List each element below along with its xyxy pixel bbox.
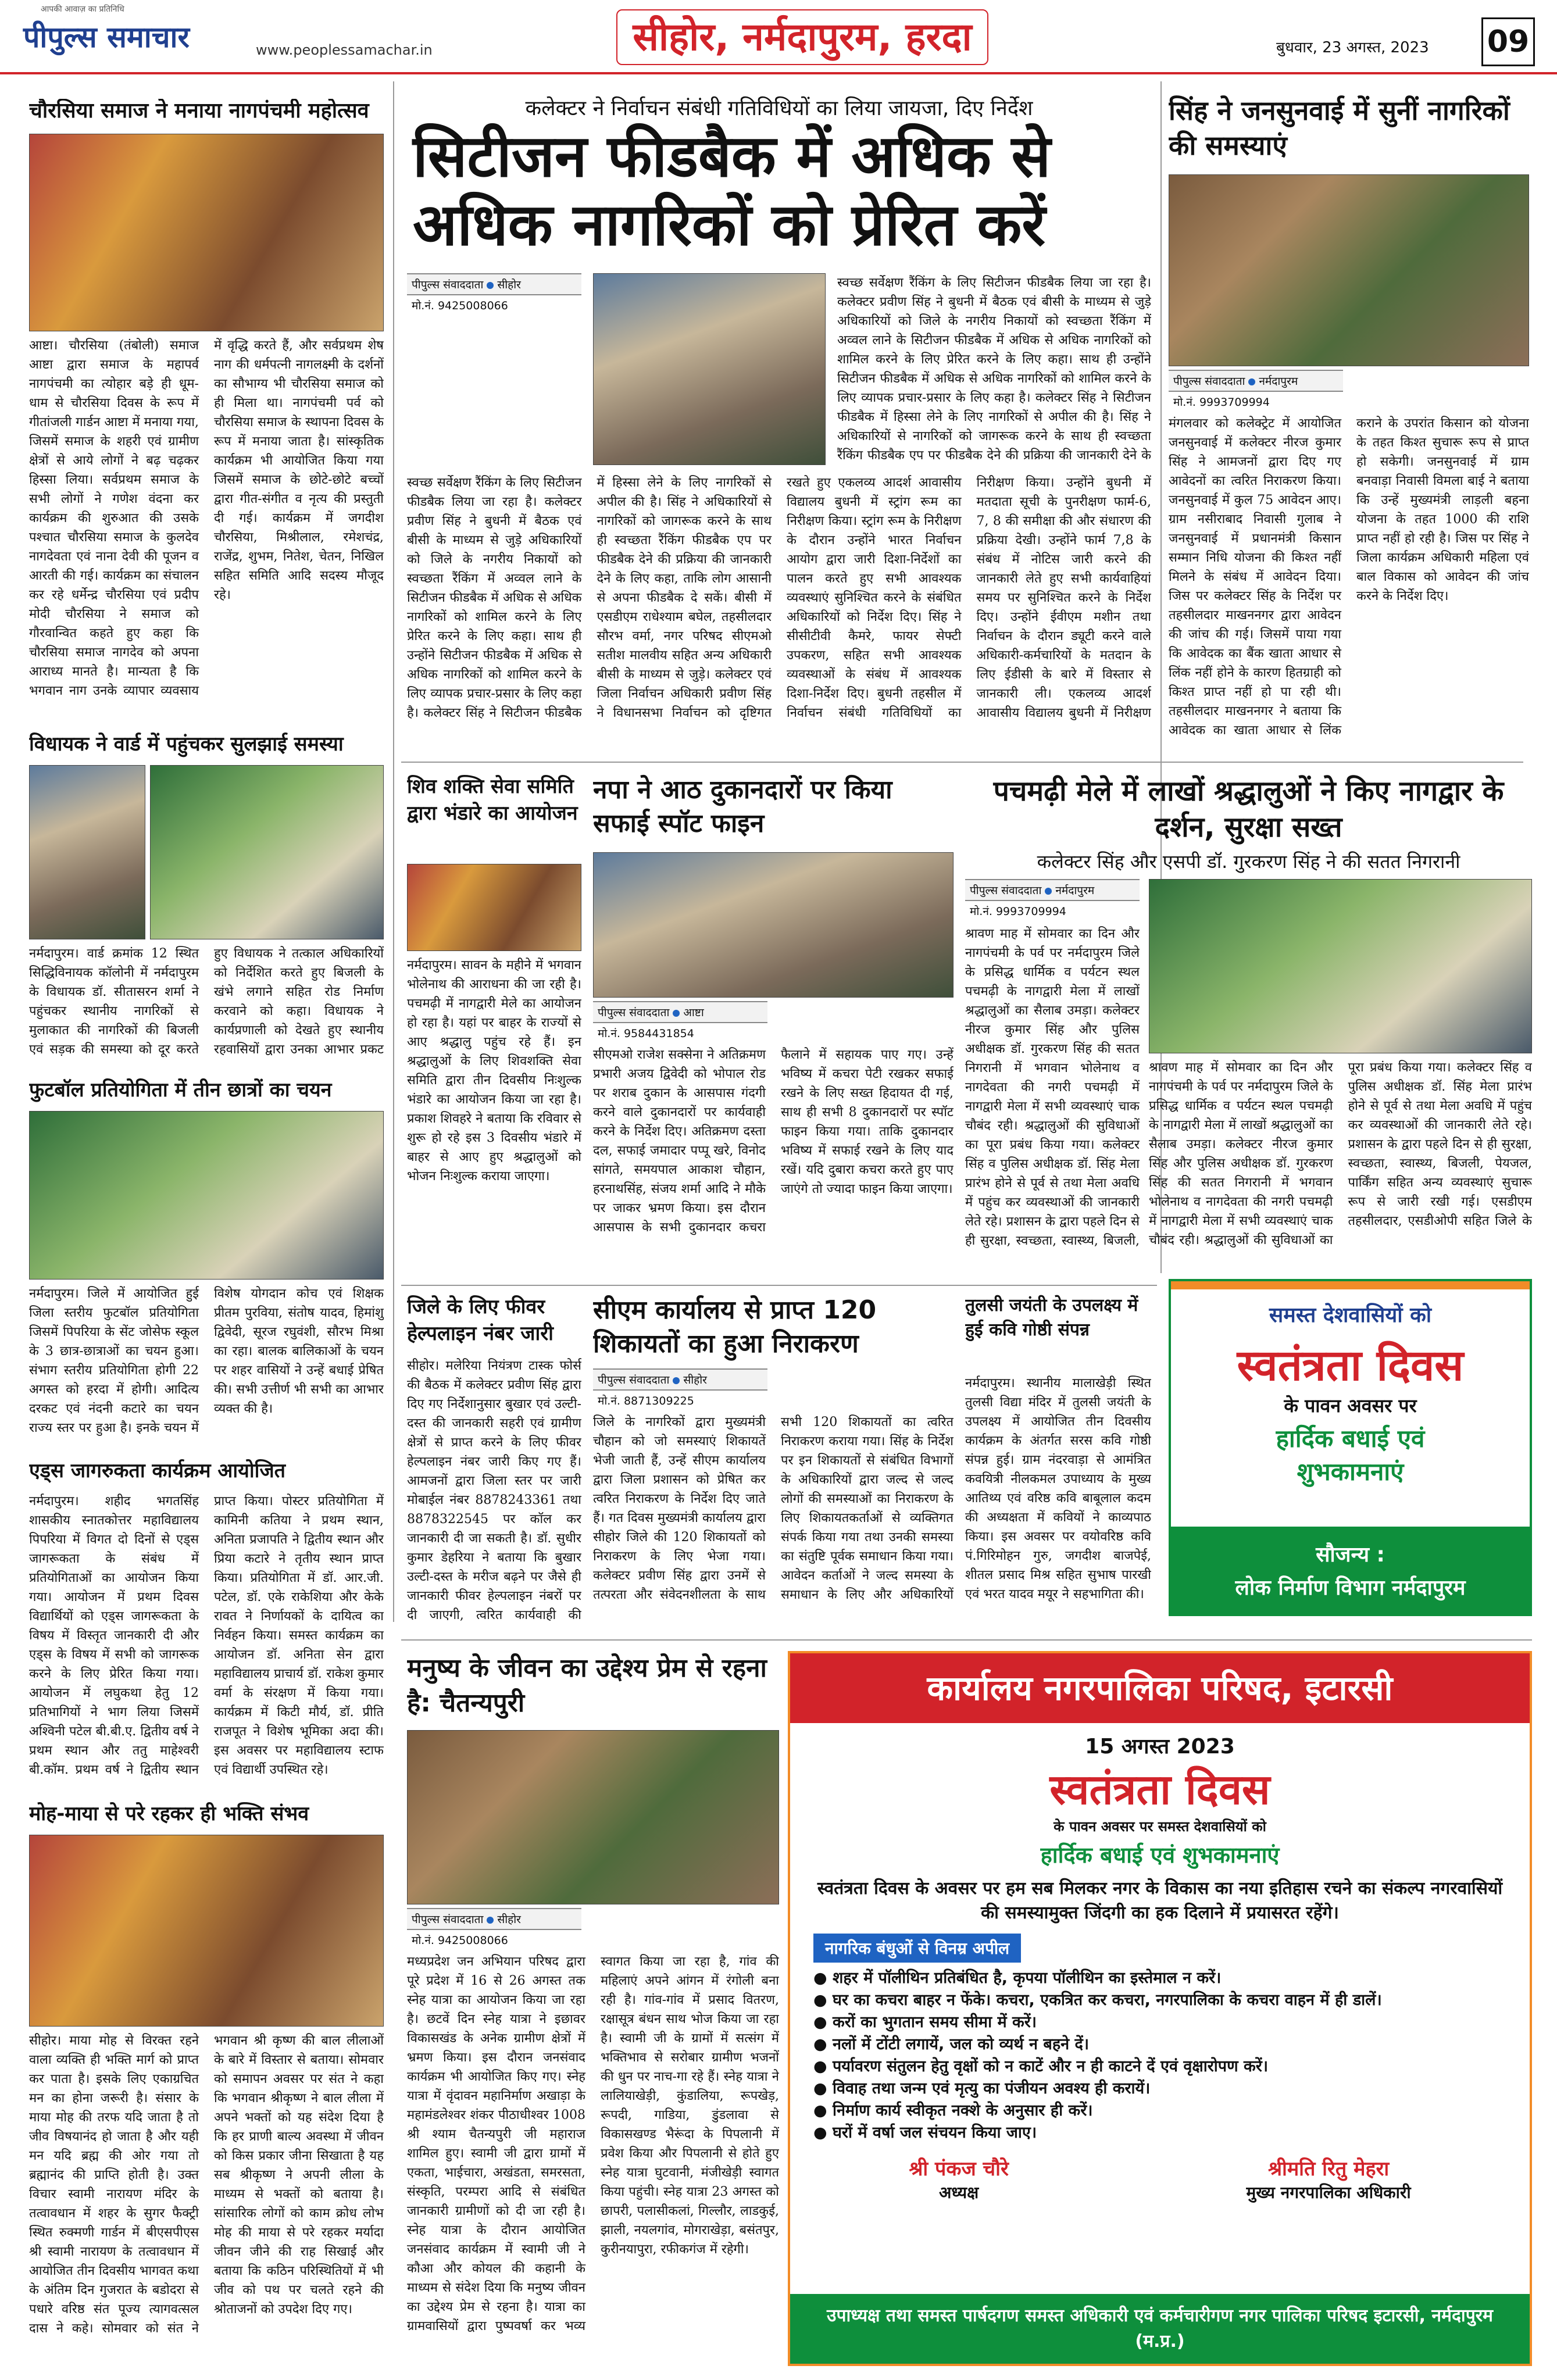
masthead: [0, 0, 1557, 74]
article-body: मध्यप्रदेश जन अभियान परिषद द्वारा पूरे प्रदेश में 16 से 26 अगस्त तक स्नेह यात्रा का आयोजन किया जा रहा है। छटवें दिन स्नेह यात्रा ने इछावर विकासखंड के अनेक ग्रामीण क्षेत्रों में भ्रमण किया। इस दौरान जनसंवाद कार्यक्रम भी आयोजित किए गए। स्नेह यात्रा में वृंदावन महानिर्माण अखाड़ा के महामंडलेश्वर शंकर पीठाधीश्वर 1008 श्री श्याम चैतन्यपुरी जी महाराज शामिल हुए। स्वामी जी द्वारा ग्रामों में एकता, भाईचारा, अखंडता, समरसता, संस्कृति, परम्परा आदि से संबंधित जानकारी ग्रामीणों को दी जा रही है। स्नेह यात्रा के दौरान आयोजित जनसंवाद कार्यक्रम में स्वामी जी ने कौआ और कोयल की कहानी के माध्यम से संदेश दिया कि मनुष्य जीवन का उद्देश्य प्रेम से रहना है। यात्रा का ग्रामवासियों द्वारा पुष्पवर्षा कर भव्य स्वागत किया जा रहा है, गांव की महिलाएं अपने आंगन में रंगोली बना रही है। गांव-गांव में प्रसाद वितरण, रक्षासूत्र बंधन साथ भोज किया जा रहा है। स्वामी जी के ग्रामों में सत्संग में भक्तिभाव से सरोबार ग्रामीण भजनों की धुन पर नाच-गा रहे हैं। स्नेह यात्रा ने लालियाखेड़ी, कुंडालिया, रूपखेड़, रूपदी, गाडिया, डुंडलावा से विकासखण्ड भैरूंदा के पिपलानी में प्रवेश किया और पिपलानी से होते हुए स्नेह यात्रा घुटवानी, मंजीखेड़ी स्वागत किया पहुंची। स्नेह यात्रा 23 अगस्त को छापरी, पलासीकलां, गिल्लौर, लाडकुई, झाली, नयलगांव, मोगराखेड़ा, बसंतपुर, कुरीनयापुरा, रफीकगंज में रहेगी।: [407, 1954, 779, 2333]
headline: मोह-माया से परे रहकर ही भक्ति संभव: [29, 1802, 309, 1825]
story-pachmarhi: [965, 773, 1532, 1273]
photo: [407, 864, 581, 951]
headline: सिंह ने जनसुनवाई में सुनीं नागरिकों की समस्याएं: [1169, 95, 1510, 161]
photo: [593, 852, 954, 998]
photo: [29, 1111, 384, 1280]
appeal-item: ● निर्माण कार्य स्वीकृत नक्शे के अनुसार ही करें।: [813, 2102, 1093, 2120]
ad-sponsor: [1171, 1527, 1530, 1614]
photo: [407, 1730, 779, 1904]
headline: विधायक ने वार्ड में पहुंचकर सुलझाई समस्या: [29, 732, 344, 756]
ad-date: 15 अगस्त 2023: [1085, 1735, 1235, 1759]
region-title: सीहोर, नर्मदापुरम, हरदा: [616, 9, 988, 65]
website-url[interactable]: www.peoplessamachar.in: [256, 42, 433, 58]
headline: नपा ने आठ दुकानदारों पर किया सफाई स्पॉट फाइन: [593, 775, 892, 838]
signatory-cmo: [1247, 2154, 1411, 2203]
mobile-number: मो.नं. 9584431854: [598, 1027, 694, 1040]
appeal-item: ● घर का कचरा बाहर न फेंके। कचरा, एकत्रित कर कचरा, नगरपालिका के कचरा वाहन में ही डालें।: [813, 1991, 1382, 2009]
photo: [29, 765, 145, 939]
logo: [23, 16, 190, 56]
article-body: नर्मदापुरम। स्थानीय मालाखेड़ी स्थित तुलसी विद्या मंदिर में तुलसी जयंती के उपलक्ष्य में आयोजित तीन दिवसीय कार्यक्रम के अंतर्गत सरस कवि गोष्ठी संपन्न हुई। ग्राम नंदरवाड़ा से आमंत्रित कवयित्री नीलकमल उपाध्याय के मुख्य आतिथ्य एवं वरिष्ठ कवि बाबूलाल कदम की अध्यक्षता में कवियों ने काव्यपाठ किया। इस अवसर पर वयोवरिष्ठ कवि पं.गिरिमोहन गुरु, जगदीश बाजपेई, शीतल प्रसाद मिश्र सहित सुभाष पारखी एवं भरत यादव मयूर ने सहभागिता की।: [965, 1376, 1151, 1602]
logo-tagline: आपकी आवाज़ का प्रतिनिधि: [41, 5, 124, 14]
photo: [1169, 174, 1529, 366]
appeal-item: ● शहर में पॉलीथिन प्रतिबंधित है, कृपया पॉलीथिन का इस्तेमाल न करें।: [813, 1969, 1222, 1987]
article-body: मंगलवार को कलेक्ट्रेट में आयोजित जनसुनवाई में कलेक्टर नीरज कुमार सिंह ने आमजनों द्वारा दिए गए आवेदनों का त्वरित निराकरण किया। जनसुनवाई में कुल 75 आवेदन आए। ग्राम नसीराबाद निवासी गुलाब ने जनसुनवाई में प्रधानमंत्री किसान सम्मान निधि योजना की किश्त नहीं मिलने के संबंध में आवेदन दिया। जिस पर कलेक्टर सिंह के निर्देश पर तहसीलदार माखननगर द्वारा आवेदन की जांच की गई। जिसमें पाया गया कि आवेदक का बैंक खाता आधार से लिंक नहीं होने के कारण हितग्राही को किश्त प्राप्त नहीं हो पा रही थी। तहसीलदार माखननगर ने बताया कि आवेदक का खाता आधार से लिंक कराने के उपरांत किसान को योजना के तहत किश्त सुचारू रूप से प्राप्त हो सकेगी। जनसुनवाई में ग्राम बनवाड़ा निवासी विमला बाई ने बताया कि उन्हें मुख्यमंत्री लाड़ली बहना योजना के तहत 1000 की राशि प्राप्त नहीं हो रही है। जिस पर सिंह ने जिला कार्यक्रम अधिकारी महिला एवं बाल विकास को आवेदन की जांच करने के निर्देश दिए।: [1169, 416, 1529, 738]
headline: जिले के लिए फीवर हेल्पलाइन नंबर जारी: [407, 1295, 553, 1345]
headline: पचमढ़ी मेले में लाखों श्रद्धालुओं ने किए नागद्वार के दर्शन, सुरक्षा सख्त: [993, 775, 1504, 844]
issue-date: बुधवार, 23 अगस्त, 2023: [1276, 39, 1429, 56]
story-public-hearing: [1169, 93, 1529, 756]
story-cm-office: [593, 1293, 954, 1631]
subheadline: कलेक्टर सिंह और एसपी डॉ. गुरकरण सिंह ने की सतत निगरानी: [1037, 850, 1460, 873]
page-number: 09: [1481, 17, 1535, 66]
article-body: स्वच्छ सर्वेक्षण रैंकिंग के लिए सिटीजन फीडबैक लिया जा रहा है। कलेक्टर प्रवीण सिंह ने बुधनी में बैठक एवं बीसी के माध्यम से जुड़े अधिकारियों को जिले के नगरीय निकायों को स्वच्छता रैंकिंग में अव्वल लाने के सिटीजन फीडबैक में अधिक से अधिक नागरिकों को शामिल करने के लिए प्रेरित करने के लिए कहा। साथ ही उन्होंने सिटीजन फीडबैक में अधिक से अधिक नागरिकों को शामिल करने के लिए व्यापक प्रचार-प्रसार के लिए कहा है। कलेक्टर सिंह ने सिटीजन फीडबैक में हिस्सा लेने के लिए नागरिकों से अपील की है। सिंह ने अधिकारियों से नागरिकों को जागरूक करने के साथ ही स्वच्छता रैंकिंग फीडबैक एप पर फीडबैक देने की प्रक्रिया की जानकारी देने के लिए कहा, ताकि लोग आसानी से अपना फीडबैक दे सकें। बीसी में एसडीएम राधेश्याम बघेल, तहसीलदार सौरभ वर्मा, नगर परिषद सीएमओ सतीश मालवीय सहित अन्य अधिकारी बीसी के माध्यम से जुड़े। कलेक्टर एवं जिला निर्वाचन अधिकारी प्रवीण सिंह ने विधानसभा निर्वाचन को दृष्टिगत रखते हुए एकलव्य आदर्श आवासीय विद्यालय बुधनी में स्ट्रांग रूम का निरीक्षण किया। स्ट्रांग रूम के निरीक्षण के दौरान उन्होंने भारत निर्वाचन आयोग द्वारा जारी दिशा-निर्देशों का पालन करते हुए सभी आवश्यक व्यवस्थाएं सुनिश्चित करने के संबंधित अधिकारियों को निर्देश दिए। सिंह ने सीसीटीवी कैमरे, फायर सेफ्टी उपकरण, सहित सभी आवश्यक व्यवस्थाओं के संबंध में आवश्यक दिशा-निर्देश दिए। बुधनी तहसील में निर्वाचन संबंधी गतिविधियों का निरीक्षण किया। उन्होंने बुधनी में मतदाता सूची के पुनरीक्षण फार्म-6, 7, 8 की समीक्षा की और संधारण की प्रक्रिया देखी। उन्होंने फार्म 7,8 के संबंध में नोटिस जारी करने की जानकारी लेते हुए सभी कार्यवाहियां समय पर सुनिश्चित करने के निर्देश दिए। उन्होंने ईवीएम मशीन तथा निर्वाचन के दौरान ड्यूटी करने वाले अधिकारी-कर्मचारियों के मतदान के लिए ईडीसी के बारे में विस्तार से जानकारी ली। एकलव्य आदर्श आवासीय विद्यालय बुधनी में निरीक्षण: [407, 476, 1151, 720]
appeal-list: [813, 1967, 1506, 2144]
logo-text: पीपुल्स समाचार: [23, 20, 190, 54]
appeal-title: नागरिक बंधुओं से विनम्र अपील: [813, 1934, 1021, 1963]
ad-message: स्वतंत्रता दिवस के अवसर पर हम सब मिलकर नगर के विकास का नया इतिहास रचने का संकल्प नगरवासियों की समस्यामुक्त जिंदगी का हक दिलाने में प्रयासरत रहेंगे।: [817, 1878, 1503, 1923]
ad-title: स्वतंत्रता दिवस: [1049, 1765, 1270, 1814]
ad-title: स्वतंत्रता दिवस: [1237, 1341, 1464, 1391]
sponsor-name: लोक निर्माण विभाग नर्मदापुरम: [1235, 1576, 1466, 1600]
byline: पीपुल्स संवाददाता आष्टा: [593, 1001, 767, 1023]
ad-sub2: हार्दिक बधाई एवं शुभकामनाएं: [1040, 1842, 1280, 1868]
mobile-number: मो.नं. 9993709994: [1173, 396, 1270, 409]
headline: मनुष्य के जीवन का उद्देश्य प्रेम से रहना है: चैतन्यपुरी: [407, 1653, 767, 1718]
ad-pwd-independence-day: [1169, 1279, 1532, 1616]
byline: पीपुल्स संवाददाता सीहोर: [407, 273, 581, 295]
article-body: नर्मदापुरम। वार्ड क्रमांक 12 स्थित सिद्धिविनायक कॉलोनी में नर्मदापुरम के विधायक डॉ. सीतासरन शर्मा ने पहुंचकर स्थानीय नागरिकों से मुलाकात की नागरिकों की बिजली एवं सड़क की समस्या को दूर करते हुए विधायक ने तत्काल अधिकारियों को निर्देशित करते हुए बिजली के खंभे लगाने सहित रोड निर्माण करवाने को कहा। विधायक ने कार्यप्रणाली को देखते हुए स्थानीय रहवासियों द्वारा उनका आभार प्रकट: [29, 946, 384, 1057]
headline: तुलसी जयंती के उपलक्ष्य में हुई कवि गोष्ठी संपन्न: [965, 1295, 1138, 1340]
sponsor-label: सौजन्य :: [1316, 1543, 1385, 1567]
signatory-role: मुख्य नगरपालिका अधिकारी: [1246, 2183, 1411, 2202]
signatory-chairman: [909, 2154, 1009, 2203]
byline: पीपुल्स संवाददाता नर्मदापुरम: [1169, 370, 1343, 392]
mobile-number: मो.नं. 8871309225: [598, 1395, 694, 1407]
signatory-name: श्री पंकज चौरे: [909, 2157, 1009, 2181]
appeal-item: ● नलों में टोंटी लगायें, जल को व्यर्थ न बहने दें।: [813, 2035, 1090, 2053]
article-body: सीएमओ राजेश सक्सेना ने अतिक्रमण प्रभारी अजय द्विवेदी को भोपाल रोड पर शराब दुकान के आसपास गंदगी करने वाले दुकानदारों पर कार्यवाही करने के निर्देश दिए। अतिक्रमण दस्ता दल, सफाई जमादार पप्पू खरे, विनोद सांगते, समयपाल आकाश चौहान, हरनाथसिंह, संजय शर्मा आदि ने मौके पर जाकर भ्रमण किया। इस दौरान आसपास के सभी दुकानदार कचरा फैलाने में सहायक पाए गए। उन्हें भविष्य में कचरा पेटी रखकर सफाई रखने के लिए सख्त हिदायत दी गई, साथ ही सभी 8 दुकानदारों पर स्पॉट फाइन किया गया। ताकि दुकानदार भविष्य में सफाई रखने के लिए याद रखें। यदि दुबारा कचरा करते हुए पाए जाएंगे तो ज्यादा फाइन किया जाएगा।: [593, 1048, 954, 1235]
headline: एड्स जागरुकता कार्यक्रम आयोजित: [29, 1459, 286, 1482]
ad-line4: शुभकामनाएं: [1297, 1457, 1404, 1486]
article-body: सीहोर। मलेरिया नियंत्रण टास्क फोर्स की बैठक में कलेक्टर प्रवीण सिंह द्वारा दिए गए निर्देशानुसार बुखार एवं उल्टी-दस्त की जानकारी सहरी एवं ग्रामीण क्षेत्रों से प्राप्त करने के लिए फीवर हेल्पलाइन नंबर जारी किए गए हैं। आमजनों द्वारा जिला स्तर पर जारी मोबाईल नंबर 8878243361 तथा 8878322545 पर कॉल कर जानकारी दी जा सकती है। डॉ. सुधीर कुमार डेहरिया ने बताया कि बुखार उल्टी-दस्त के मरीज बढ़ने पर जैसे ही जानकारी फीवर हेल्पलाइन नंबरों पर दी जाएगी, त्वरित कार्यवाही की: [407, 1359, 581, 1623]
headline: फुटबॉल प्रतियोगिता में तीन छात्रों का चयन: [29, 1078, 332, 1102]
ad-itarsi-municipality: [788, 1651, 1532, 2366]
photo: [593, 273, 826, 465]
headline: चौरसिया समाज ने मनाया नागपंचमी महोत्सव: [29, 99, 369, 123]
signatory-name: श्रीमति रितु मेहरा: [1267, 2157, 1390, 2181]
byline: पीपुल्स संवाददाता सीहोर: [407, 1908, 581, 1930]
ad-line1: समस्त देशवासियों को: [1269, 1303, 1432, 1327]
ad-line3: हार्दिक बधाई एवं: [1276, 1424, 1425, 1453]
story-spot-fine: [593, 773, 954, 1273]
story-devotion: [29, 1802, 384, 2366]
ad-header: कार्यालय नगरपालिका परिषद, इटारसी: [790, 1653, 1530, 1723]
appeal-item: ● विवाह तथा जन्म एवं मृत्यु का पंजीयन अवश्य ही करायें।: [813, 2079, 1151, 2097]
photo: [150, 765, 384, 939]
story-football: [29, 1078, 384, 1439]
article-body: सीहोर। माया मोह से विरक्त रहने वाला व्यक्ति ही भक्ति मार्ग को प्राप्त कर पाता है। इसके लिए एकाग्रचित मन का होना जरूरी है। संसार के माया मोह की तरफ यदि जाता है तो जीव विषयानंद हो जाता है और यही मन यदि ब्रह्म की ओर गया तो ब्रह्मानंद की प्राप्ति होती है। उक्त विचार स्वामी नारायण मंदिर के तत्वावधान में शहर के सुगर फैक्ट्री स्थित रुक्मणी गार्डन में बीएसपीएस श्री स्वामी नारायण के तत्वावधान में आयोजित तीन दिवसीय भागवत कथा के अंतिम दिन गुजरात के बडोदरा से पधारे वरिष्ठ संत पूज्य त्यागवत्सल दास ने कहे। सोमवार को संत ने भगवान श्री कृष्ण की बाल लीलाओं के बारे में विस्तार से बताया। सोमवार को समापन अवसर पर संत ने कहा कि भगवान श्रीकृष्ण ने बाल लीला में अपने भक्तों को यह संदेश दिया है कि हर प्राणी बाल्य अवस्था में जीवन को किस प्रकार जीना सिखाता है यह सब श्रीकृष्ण ने अपनी लीला के माध्यम से भक्तों को बताया है। सांसारिक लोगों को काम क्रोध लोभ मोह की माया से परे रहकर मर्यादा जीवन जीने की राह सिखाई और बताया कि कठिन परिस्थितियों में भी जीव को पथ पर चलते रहने की श्रोताजनों को उपदेश दिए गए।: [29, 2034, 384, 2336]
photo: [1149, 879, 1532, 1053]
ad-sub1: के पावन अवसर पर समस्त देशवासियों को: [1054, 1818, 1266, 1835]
byline: पीपुल्स संवाददाता सीहोर: [593, 1368, 767, 1391]
flag-stripe: [1171, 1281, 1530, 1289]
story-mla: [29, 732, 384, 1064]
article-body: जिले के नागरिकों द्वारा मुख्यमंत्री चौहान को जो समस्याएं शिकायतें भेजी जाती हैं, उन्हें सीएम कार्यालय द्वारा जिला प्रशासन को प्रेषित कर त्वरित निराकरण के निर्देश दिए जाते हैं। गत दिवस मुख्यमंत्री कार्यालय द्वारा सीहोर जिले की 120 शिकायतों को निराकरण के लिए भेजा गया। कलेक्टर प्रवीण सिंह द्वारा उनमें से तत्परता और संवेदनशीलता के साथ सभी 120 शिकायतों का त्वरित निराकरण कराया गया। सिंह के निर्देश पर इन शिकायतों से संबंधित विभागों के अधिकारियों द्वारा जल्द से जल्द लोगों की समस्याओं का निराकरण के लिए शिकायतकर्ताओं से व्यक्तिगत संपर्क किया गया तथा उनकी समस्या का संतुष्टि पूर्वक समाधान किया गया। आवेदन कर्ताओं ने जल्द समस्या के समाधान के लिए और अधिकारियों: [593, 1415, 954, 1602]
story-tulsi-jayanti: [965, 1293, 1151, 1631]
photo: [29, 1835, 384, 2027]
photo: [29, 134, 384, 331]
appeal-item: ● घरों में वर्षा जल संचयन किया जाए।: [813, 2124, 1037, 2142]
horizontal-rule: [401, 1639, 1532, 1641]
appeal-item: ● पर्यावरण संतुलन हेतु वृक्षों को न काटें और न ही काटने दें एवं वृक्षारोपण करें।: [813, 2057, 1269, 2075]
article-body: श्रावण माह में सोमवार का दिन और नागपंचमी के पर्व पर नर्मदापुरम जिले के प्रसिद्ध धार्मिक व पर्यटन स्थल पचमढ़ी के नागद्वारी मेला में लाखों श्रद्धालुओं का सैलाब उमड़ा। कलेक्टर नीरज कुमार सिंह और पुलिस अधीक्षक डॉ. गुरकरण सिंह की सतत निगरानी में भगवान भोलेनाथ व नागदेवता की नगरी पचमढ़ी में नागद्वारी मेला में सभी व्यवस्थाएं चाक चौबंद रही। श्रद्धालुओं की सुविधाओं का पूरा प्रबंध किया गया। कलेक्टर सिंह व पुलिस अधीक्षक डॉ. सिंह मेला प्रारंभ होने से पूर्व से तथा मेला अवधि में पहुंच कर व्यवस्थाओं की जानकारी लेते रहे। प्रशासन के द्वारा पहले दिन से ही सुरक्षा, स्वच्छता, स्वास्थ्य, बिजली,: [965, 927, 1140, 1248]
ad-line2: के पावन अवसर पर: [1284, 1395, 1417, 1417]
story-bhandara: [407, 773, 581, 1273]
column-rule: [393, 81, 394, 1622]
article-body: आष्टा। चौरसिया (तंबोली) समाज आष्टा द्वारा समाज के महापर्व नागपंचमी का त्योहार बड़े ही धूम-धाम से चौरसिया दिवस के रूप में गीतांजली गार्डन आष्टा में मनाया गया, जिसमें समाज के शहरी एवं ग्रामीण क्षेत्रों से आये लोगों ने बढ़ चढ़कर हिस्सा लिया। सर्वप्रथम समाज के सभी लोगों ने गणेश वंदना कर कार्यक्रम की शुरुआत की उसके पश्चात चौरसिया समाज के कुलदेव नागदेवता एवं नाना देवी की पूजन व आरती की गई। कार्यक्रम का संचालन कर रहे धर्मेन्द्र चौरसिया एवं प्रदीप मोदी चौरसिया ने समाज को गौरवान्वित कहते हुए कहा कि चौरसिया समाज नागदेव को अपना आराध्य मानते है। मान्यता है कि भगवान नाग उनके व्यापार व्यवसाय में वृद्धि करते हैं, और सर्वप्रथम शेष नाग की धर्मपत्नी नागलक्ष्मी के दर्शनों का सौभाग्य भी चौरसिया समाज को ही मिला था। नागपंचमी पर्व को चौरसिया समाज के स्थापना दिवस के रूप में मनाया जाता है। सांस्कृतिक कार्यक्रम भी आयोजित किया गया जिसमें समाज के छोटे-छोटे बच्चों द्वारा गीत-संगीत व नृत्य की प्रस्तुती दी गई। कार्यक्रम में जगदीश चौरसिया, मिश्रीलाल, रमेशचंद्र, राजेंद्र, शुभम, नितेश, चेतन, निखिल सहित समिति आदि सदस्य मौजूद रहे।: [29, 338, 384, 698]
mobile-number: मो.नं. 9425008066: [412, 299, 508, 312]
signatory-role: अध्यक्ष: [938, 2183, 979, 2202]
article-body: नर्मदापुरम। शहीद भगतसिंह शासकीय स्नातकोत्तर महाविद्यालय पिपरिया में विगत दो दिनों से एड्स जागरूकता के संबंध में प्रतियोगिताओं का आयोजन किया गया। आयोजन में प्रथम दिवस विद्यार्थियों को एड्स जागरूकता के विषय में विस्तृत जानकारी दी और एड्स के विषय में सभी को जागरूक करने के लिए प्रेरित किया गया। आयोजन में लघुकथा हेतु 12 प्रतिभागियों ने भाग लिया जिसमें अश्विनी पटेल बी.बी.ए. द्वितीय वर्ष ने प्रथम स्थान और ततु माहेश्वरी बी.कॉम. प्रथम वर्ष ने द्वितीय स्थान प्राप्त किया। पोस्टर प्रतियोगिता में कामिनी कतिया ने प्रथम स्थान, अनिता प्रजापति ने द्वितीय स्थान और प्रिया कटारे ने तृतीय स्थान प्राप्त किया। प्रतियोगिता में डॉ. आर.जी. पटेल, डॉ. एके राकेशिया और केके रावत ने निर्णायकों के दायित्व का निर्वहन किया। समस्त कार्यक्रम का आयोजन डॉ. अनिता सेन द्वारा महाविद्यालय प्राचार्य डॉ. राकेश कुमार वर्मा के संरक्षण में किया गया। कार्यक्रम में किटी मौर्य, डॉ. प्रीति राजपूत ने विशेष भूमिका अदा की। इस अवसर पर महाविद्यालय स्टाफ एवं विद्यार्थी उपस्थित रहे।: [29, 1494, 384, 1777]
horizontal-rule: [401, 1285, 1157, 1286]
mobile-number: मो.नं. 9425008066: [412, 1934, 508, 1947]
story-chaurasia: [29, 99, 384, 721]
horizontal-rule: [401, 762, 1523, 763]
headline: सीएम कार्यालय से प्राप्त 120 शिकायतों का हुआ निराकरण: [593, 1295, 877, 1359]
mobile-number: मो.नं. 9993709994: [970, 905, 1066, 918]
headline: सिटीजन फीडबैक में अधिक से अधिक नागरिकों को प्रेरित करें: [413, 122, 1051, 259]
article-body-intro: स्वच्छ सर्वेक्षण रैंकिंग के लिए सिटीजन फीडबैक लिया जा रहा है। कलेक्टर प्रवीण सिंह ने बुधनी में बैठक एवं बीसी के माध्यम से जुड़े अधिकारियों को जिले के नगरीय निकायों को स्वच्छता रैंकिंग में अव्वल लाने के सिटीजन फीडबैक में अधिक से अधिक नागरिकों को शामिल करने के लिए प्रेरित करने के लिए कहा। साथ ही उन्होंने सिटीजन फीडबैक में अधिक से अधिक नागरिकों को शामिल करने के लिए व्यापक प्रचार-प्रसार के लिए कहा है। कलेक्टर सिंह ने सिटीजन फीडबैक में हिस्सा लेने के लिए नागरिकों से अपील की है। सिंह ने अधिकारियों से नागरिकों को जागरूक करने के साथ ही स्वच्छता रैंकिंग फीडबैक एप पर फीडबैक देने की प्रक्रिया की जानकारी देने के: [837, 276, 1151, 463]
story-fever-helpline: [407, 1293, 581, 1631]
article-body: नर्मदापुरम। जिले में आयोजित हुई जिला स्तरीय फुटबॉल प्रतियोगिता जिसमें पिपरिया के सेंट जोसेफ स्कूल के 3 छात्र-छात्राओं का चयन हुआ। संभाग स्तरीय प्रतियोगिता होगी 22 अगस्त को हरदा में होगी। आदित्य दरकट एवं नंदनी कटारे का चयन राज्य स्तर पर हुआ है। इनके चयन में विशेष योगदान कोच एवं शिक्षक प्रीतम पुरविया, संतोष यादव, हिमांशु द्विवेदी, सूरज रघुवंशी, सौरभ मिश्रा का रहा। बालक बालिकाओं के चयन पर शहर वासियों ने उन्हें बधाई प्रेषित की। सभी उत्तीर्ण भी सभी का आभार व्यक्त की है।: [29, 1287, 384, 1435]
lead-story: [407, 93, 1151, 756]
ad-footer: उपाध्यक्ष तथा समस्त पार्षदगण समस्त अधिकारी एवं कर्मचारीगण नगर पालिका परिषद इटारसी, नर्मदापुरम (म.प्र.): [790, 2294, 1530, 2364]
story-aids: [29, 1459, 384, 1785]
article-body-continued: श्रावण माह में सोमवार का दिन और नागपंचमी के पर्व पर नर्मदापुरम जिले के प्रसिद्ध धार्मिक व पर्यटन स्थल पचमढ़ी के नागद्वारी मेला में लाखों श्रद्धालुओं का सैलाब उमड़ा। कलेक्टर नीरज कुमार सिंह और पुलिस अधीक्षक डॉ. गुरकरण सिंह की सतत निगरानी में भगवान भोलेनाथ व नागदेवता की नगरी पचमढ़ी में नागद्वारी मेला में सभी व्यवस्थाएं चाक चौबंद रही। श्रद्धालुओं की सुविधाओं का पूरा प्रबंध किया गया। कलेक्टर सिंह व पुलिस अधीक्षक डॉ. सिंह मेला प्रारंभ होने से पूर्व से तथा मेला अवधि में पहुंच कर व्यवस्थाओं की जानकारी लेते रहे। प्रशासन के द्वारा पहले दिन से ही सुरक्षा, स्वच्छता, स्वास्थ्य, बिजली, पेयजल, पार्किंग सहित अन्य व्यवस्थाएं सुचारू रूप से जारी रखी गई। एसडीएम तहसीलदार, एसडीओपी सहित जिले के: [1149, 1060, 1532, 1248]
story-sneh-yatra: [407, 1651, 779, 2366]
kicker: कलेक्टर ने निर्वाचन संबंधी गतिविधियों का लिया जायजा, दिए निर्देश: [525, 97, 1033, 120]
byline: पीपुल्स संवाददाता नर्मदापुरम: [965, 879, 1140, 901]
article-body: नर्मदापुरम। सावन के महीने में भगवान भोलेनाथ की आराधना की जा रही है। पचमढ़ी में नागद्वारी मेले का आयोजन हो रहा है। यहां पर बाहर के राज्यों से आए श्रद्धालु पहुंच रहे हैं। इन श्रद्धालुओं के लिए शिवशक्ति सेवा समिति द्वारा तीन दिवसीय निःशुल्क भंडारे का आयोजन किया जा रहा है। प्रकाश शिवहरे ने बताया कि रविवार से शुरू हो रहे इस 3 दिवसीय भंडारे में बाहर से आए हुए श्रद्धालुओं को भोजन निःशुल्क कराया जाएगा।: [407, 958, 581, 1184]
headline: शिव शक्ति सेवा समिति द्वारा भंडारे का आयोजन: [407, 775, 578, 825]
appeal-item: ● करों का भुगतान समय सीमा में करें।: [813, 2013, 1037, 2031]
